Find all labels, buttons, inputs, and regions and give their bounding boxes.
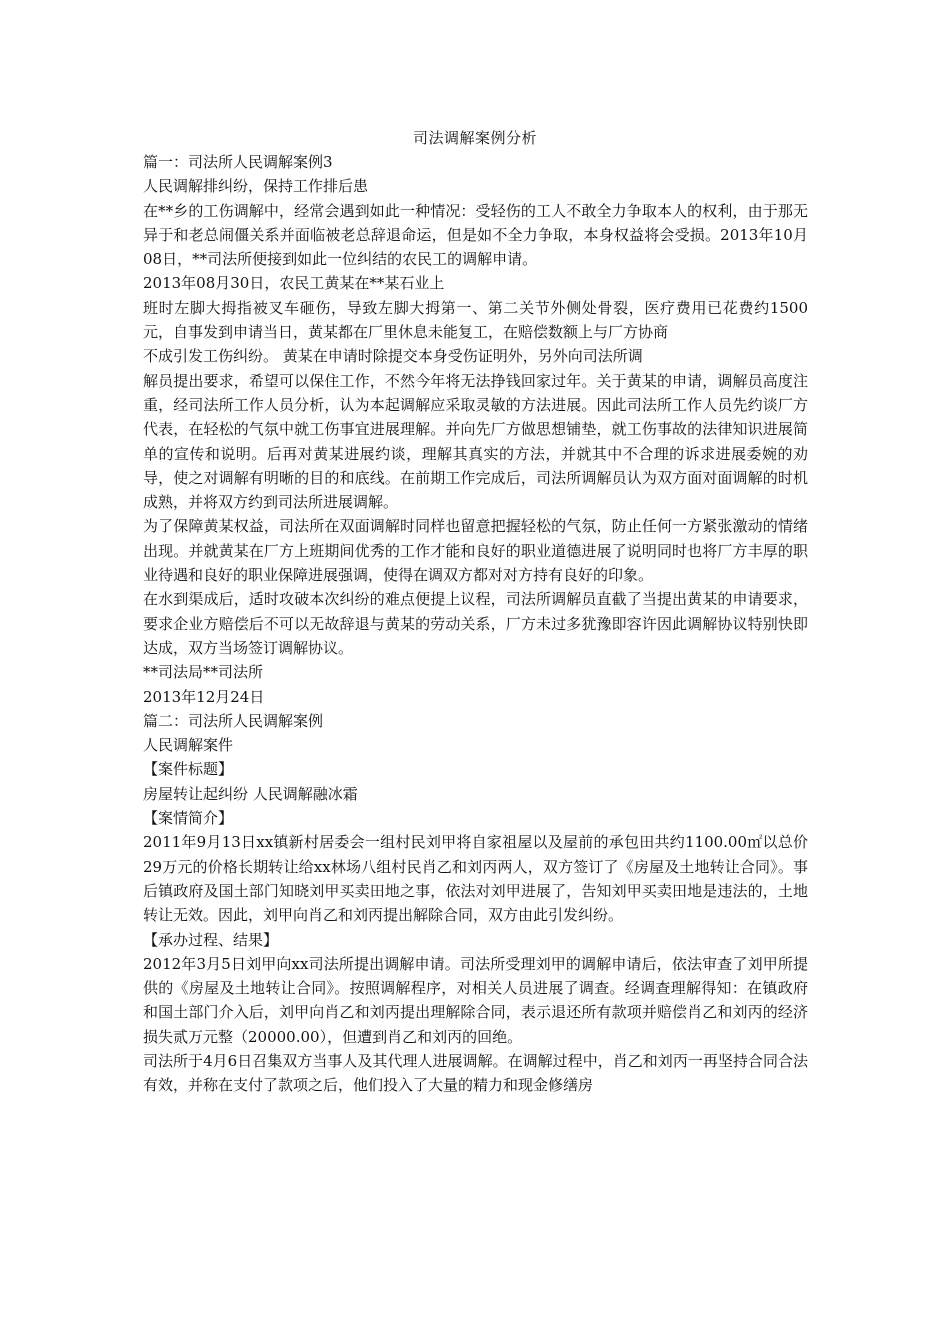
paragraph: 司法所于4月6日召集双方当事人及其代理人进展调解。在调解过程中，肖乙和刘丙一再坚持合同合法有效，并称在支付了款项之后，他们投入了大量的精力和现金修缮房 — [143, 1051, 808, 1095]
paragraph: 房屋转让起纠纷 人民调解融冰霜 — [143, 784, 358, 803]
paragraph: 解员提出要求，希望可以保住工作，不然今年将无法挣钱回家过年。关于黄某的申请，调解员高度注重，经司法所工作人员分析，认为本起调解应采取灵敏的方法进展。因此司法所工作人员先约谈厂方代表，在轻松的气氛中就工伤事宜进展理解。并向先厂方做思想铺垫，就工伤事故的法律知识进展简单的宣传和说明。后再对黄某进展约谈，理解其真实的方法，并就其中不合理的诉求进展委婉的劝导，使之对调解有明晰的目的和底线。在前期工作完成后，司法所调解员认为双方面对面调解的时机成熟，并将双方约到司法所进展调解。 — [143, 371, 808, 512]
paragraph: 2013年12月24日 — [143, 687, 265, 706]
paragraph: 人民调解案件 — [143, 736, 234, 755]
paragraph: 2011年9月13日xx镇新村居委会一组村民刘甲将自家祖屋以及屋前的承包田共约1100.00㎡以总价29万元的价格长期转让给xx林场八组村民肖乙和刘丙两人，双方签订了《房屋及土地转让合同》。事后镇政府及国土部门知晓刘甲买卖田地之事，依法对刘甲进展了，告知刘甲买卖田地是违法的，土地转让无效。因此，刘甲向肖乙和刘丙提出解除合同，双方由此引发纠纷。 — [143, 833, 808, 925]
paragraph: 【承办过程、结果】 — [143, 930, 279, 949]
paragraph: 2012年3月5日刘甲向xx司法所提出调解申请。司法所受理刘甲的调解申请后，依法审查了刘甲所提供的《房屋及土地转让合同》。按照调解程序，对相关人员进展了调查。经调查理解得知：在镇政府和国土部门介入后，刘甲向肖乙和刘丙提出理解除合同，表示退还所有款项并赔偿肖乙和刘丙的经济损失贰万元整（20000.00），但遭到肖乙和刘丙的回绝。 — [143, 954, 808, 1046]
paragraph: 为了保障黄某权益，司法所在双面调解时同样也留意把握轻松的气氛，防止任何一方紧张激动的情绪出现。并就黄某在厂方上班期间优秀的工作才能和良好的职业道德进展了说明同时也将厂方丰厚的职业待遇和良好的职业保障进展强调，使得在调双方都对对方持有良好的印象。 — [143, 517, 808, 585]
paragraph: 篇一：司法所人民调解案例3 — [143, 153, 333, 171]
paragraph: 在水到渠成后，适时攻破本次纠纷的难点便提上议程，司法所调解员直截了当提出黄某的申请要求，要求企业方赔偿后不可以无故辞退与黄某的劳动关系，厂方未过多犹豫即容许因此调解协议特别快即达成，双方当场签订调解协议。 — [143, 590, 808, 657]
paragraph: **司法局**司法所 — [143, 663, 264, 682]
section-heading: 篇二：司法所人民调解案例 — [143, 711, 324, 730]
paragraph: 在**乡的工伤调解中，经常会遇到如此一种情况：受轻伤的工人不敢全力争取本人的权利，由于那无异于和老总闹僵关系并面临被老总辞退命运，但是如不全力争取，本身权益将会受损。2013年10月08日，**司法所便接到如此一位纠结的农民工的调解申请。 — [143, 201, 808, 269]
paragraph: 人民调解排纠纷，保持工作排后患 — [143, 177, 369, 196]
document-title: 司法调解案例分析 — [412, 129, 537, 147]
paragraph: 【案件标题】 — [143, 760, 234, 779]
document-body — [143, 150, 808, 1098]
paragraph: 2013年08月30日，农民工黄某在**某石业上 — [143, 274, 445, 293]
paragraph: 班时左脚大拇指被叉车砸伤，导致左脚大拇第一、第二关节外侧处骨裂，医疗费用已花费约1500元，自事发到申请当日，黄某都在厂里休息未能复工，在赔偿数额上与厂方协商 — [143, 298, 808, 342]
paragraph: 【案情简介】 — [143, 809, 234, 828]
paragraph: 不成引发工伤纠纷。 黄某在申请时除提交本身受伤证明外，另外向司法所调 — [143, 347, 643, 366]
